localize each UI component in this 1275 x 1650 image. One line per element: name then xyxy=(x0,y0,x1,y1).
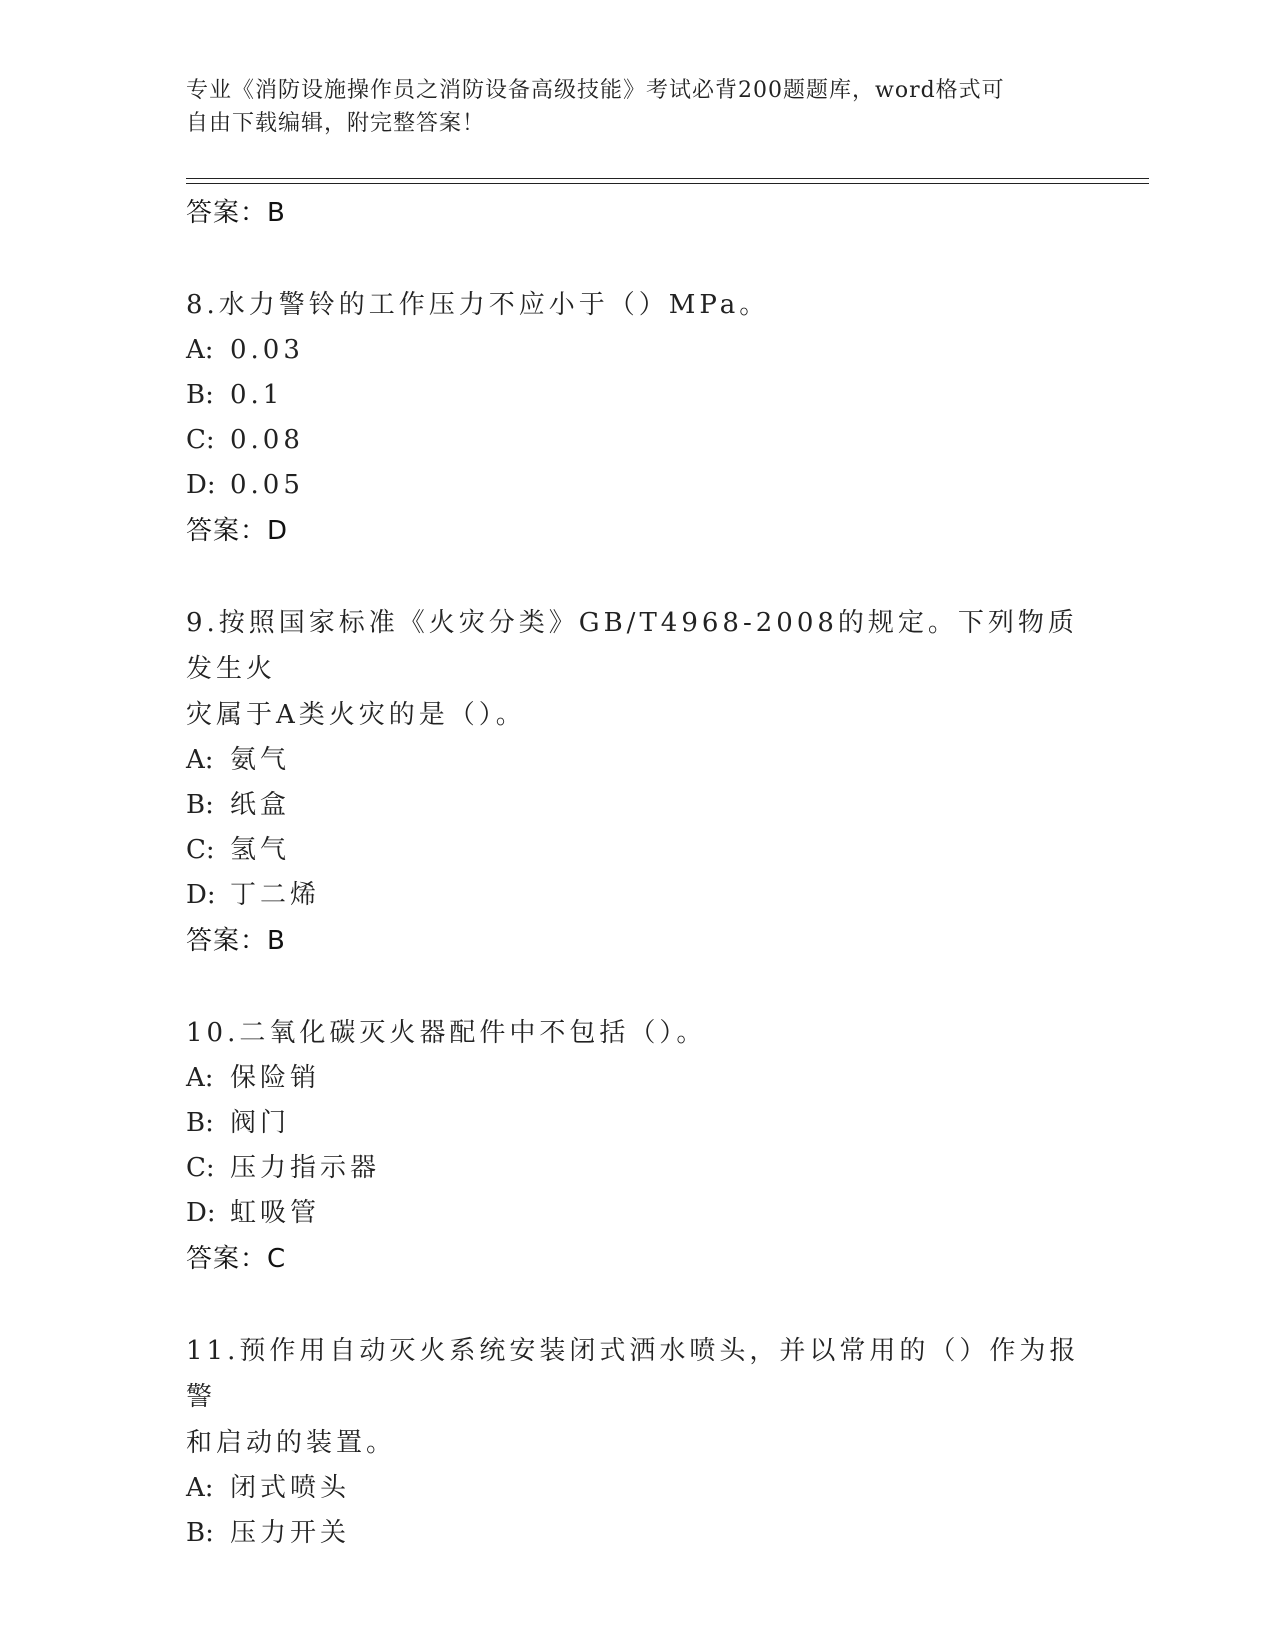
option-a: A: 保险销 xyxy=(186,1063,321,1093)
option-c: C: 氢气 xyxy=(186,835,291,865)
question-text: 10.二氧化碳灭火器配件中不包括（）。 xyxy=(186,1018,707,1048)
answer-label: 答案：B xyxy=(186,926,286,956)
question-item xyxy=(186,282,1086,554)
answer-label: 答案：C xyxy=(186,1244,287,1274)
question-item xyxy=(186,1328,1086,1556)
option-c: C: 压力指示器 xyxy=(186,1153,381,1183)
option-a: A: 氨气 xyxy=(186,745,291,775)
option-d: D: 0.05 xyxy=(186,470,304,500)
question-list xyxy=(186,190,1086,1556)
option-a: A: 闭式喷头 xyxy=(186,1473,351,1503)
question-text-line-1: 11.预作用自动灭火系统安装闭式洒水喷头，并以常用的（）作为报警 xyxy=(186,1336,1080,1412)
option-b: B: 压力开关 xyxy=(186,1518,351,1548)
question-text-line-2: 灾属于A类火灾的是（）。 xyxy=(186,700,526,730)
option-b: B: 0.1 xyxy=(186,380,284,410)
question-text-line-1: 9.按照国家标准《火灾分类》GB/T4968-2008的规定。下列物质发生火 xyxy=(186,608,1078,684)
question-item xyxy=(186,1010,1086,1282)
option-b: B: 阀门 xyxy=(186,1108,291,1138)
option-d: D: 丁二烯 xyxy=(186,880,321,910)
header-line-2: 自由下载编辑，附完整答案！ xyxy=(186,111,486,136)
option-b: B: 纸盒 xyxy=(186,790,291,820)
option-a: A: 0.03 xyxy=(186,335,304,365)
document-header xyxy=(186,74,1086,140)
header-line-1: 专业《消防设施操作员之消防设备高级技能》考试必背200题题库，word格式可 xyxy=(186,78,1005,103)
option-d: D: 虹吸管 xyxy=(186,1198,321,1228)
answer-label: 答案：B xyxy=(186,198,286,228)
option-c: C: 0.08 xyxy=(186,425,304,455)
question-text: 8.水力警铃的工作压力不应小于（）MPa。 xyxy=(186,290,770,320)
question-item xyxy=(186,600,1086,964)
question-text-line-2: 和启动的装置。 xyxy=(186,1428,397,1458)
header-divider-bottom xyxy=(186,183,1149,184)
answer-label: 答案：D xyxy=(186,516,289,546)
header-divider-top xyxy=(186,178,1149,179)
